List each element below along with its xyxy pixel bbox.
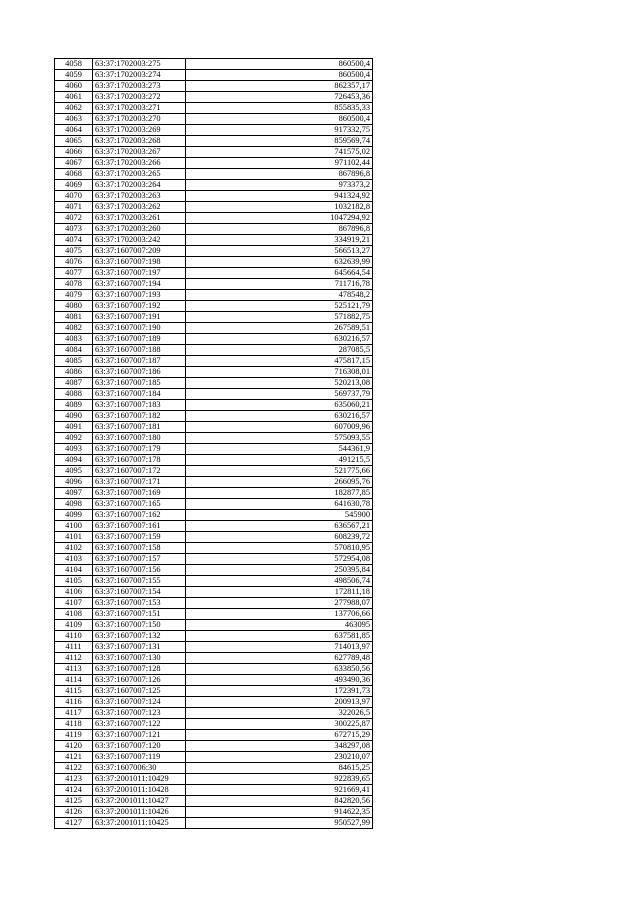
table-row	[55, 576, 373, 587]
row-number-cell: 4116	[55, 697, 93, 708]
row-number-cell: 4120	[55, 741, 93, 752]
table-row	[55, 554, 373, 565]
cadastral-number-cell: 63:37:1702003:270	[93, 114, 186, 125]
value-cell: 950527,99	[186, 818, 373, 829]
table-row	[55, 257, 373, 268]
cadastral-number-cell: 63:37:1607007:181	[93, 422, 186, 433]
cadastral-number-cell: 63:37:1607007:183	[93, 400, 186, 411]
table-row	[55, 136, 373, 147]
row-number-cell: 4090	[55, 411, 93, 422]
value-cell: 672715,29	[186, 730, 373, 741]
row-number-cell: 4063	[55, 114, 93, 125]
value-cell: 277988,07	[186, 598, 373, 609]
cadastral-number-cell: 63:37:1702003:273	[93, 81, 186, 92]
cadastral-number-cell: 63:37:1607007:184	[93, 389, 186, 400]
value-cell: 84615,25	[186, 763, 373, 774]
row-number-cell: 4069	[55, 180, 93, 191]
row-number-cell: 4075	[55, 246, 93, 257]
value-cell: 348297,08	[186, 741, 373, 752]
cadastral-number-cell: 63:37:1607007:193	[93, 290, 186, 301]
row-number-cell: 4099	[55, 510, 93, 521]
table-row	[55, 345, 373, 356]
row-number-cell: 4104	[55, 565, 93, 576]
cadastral-number-cell: 63:37:1702003:266	[93, 158, 186, 169]
cadastral-number-cell: 63:37:1607007:123	[93, 708, 186, 719]
table-row	[55, 378, 373, 389]
row-number-cell: 4092	[55, 433, 93, 444]
table-row	[55, 147, 373, 158]
table-row	[55, 81, 373, 92]
table-row	[55, 521, 373, 532]
value-cell: 287085,5	[186, 345, 373, 356]
table-row	[55, 807, 373, 818]
table-row	[55, 433, 373, 444]
table-row	[55, 103, 373, 114]
cadastral-number-cell: 63:37:1607007:161	[93, 521, 186, 532]
row-number-cell: 4060	[55, 81, 93, 92]
table-row	[55, 609, 373, 620]
cadastral-number-cell: 63:37:1607007:194	[93, 279, 186, 290]
row-number-cell: 4084	[55, 345, 93, 356]
row-number-cell: 4107	[55, 598, 93, 609]
row-number-cell: 4076	[55, 257, 93, 268]
cadastral-number-cell: 63:37:2001011:10429	[93, 774, 186, 785]
table-row	[55, 213, 373, 224]
table-row	[55, 389, 373, 400]
value-cell: 571882,75	[186, 312, 373, 323]
value-cell: 521775,66	[186, 466, 373, 477]
value-cell: 266095,76	[186, 477, 373, 488]
row-number-cell: 4087	[55, 378, 93, 389]
row-number-cell: 4113	[55, 664, 93, 675]
row-number-cell: 4067	[55, 158, 93, 169]
cadastral-number-cell: 63:37:1607007:209	[93, 246, 186, 257]
table-row	[55, 763, 373, 774]
table-row	[55, 664, 373, 675]
value-cell: 860500,4	[186, 114, 373, 125]
table-row	[55, 697, 373, 708]
value-cell: 630216,57	[186, 411, 373, 422]
value-cell: 867896,8	[186, 224, 373, 235]
value-cell: 520213,08	[186, 378, 373, 389]
cadastral-number-cell: 63:37:1702003:275	[93, 59, 186, 70]
value-cell: 917332,75	[186, 125, 373, 136]
row-number-cell: 4118	[55, 719, 93, 730]
value-cell: 525121,79	[186, 301, 373, 312]
cadastral-number-cell: 63:37:1607007:120	[93, 741, 186, 752]
value-cell: 859569,74	[186, 136, 373, 147]
value-cell: 632639,99	[186, 257, 373, 268]
value-cell: 463095	[186, 620, 373, 631]
row-number-cell: 4091	[55, 422, 93, 433]
value-cell: 726453,36	[186, 92, 373, 103]
row-number-cell: 4080	[55, 301, 93, 312]
table-row	[55, 92, 373, 103]
cadastral-number-cell: 63:37:1607007:155	[93, 576, 186, 587]
table-row	[55, 785, 373, 796]
cadastral-number-cell: 63:37:1607007:126	[93, 675, 186, 686]
value-cell: 1032182,8	[186, 202, 373, 213]
table-row	[55, 367, 373, 378]
table-row	[55, 642, 373, 653]
row-number-cell: 4086	[55, 367, 93, 378]
cadastral-number-cell: 63:37:1607007:151	[93, 609, 186, 620]
row-number-cell: 4077	[55, 268, 93, 279]
table-row	[55, 598, 373, 609]
row-number-cell: 4089	[55, 400, 93, 411]
value-cell: 627789,48	[186, 653, 373, 664]
table-row	[55, 411, 373, 422]
table-row	[55, 279, 373, 290]
table-row	[55, 466, 373, 477]
table-row	[55, 818, 373, 829]
row-number-cell: 4059	[55, 70, 93, 81]
value-cell: 572954,08	[186, 554, 373, 565]
cadastral-number-cell: 63:37:1607007:186	[93, 367, 186, 378]
row-number-cell: 4105	[55, 576, 93, 587]
value-cell: 860500,4	[186, 59, 373, 70]
value-cell: 575093,55	[186, 433, 373, 444]
cadastral-number-cell: 63:37:1607007:191	[93, 312, 186, 323]
cadastral-number-cell: 63:37:1607007:197	[93, 268, 186, 279]
value-cell: 741575,02	[186, 147, 373, 158]
value-cell: 570810,95	[186, 543, 373, 554]
cadastral-number-cell: 63:37:1607007:128	[93, 664, 186, 675]
row-number-cell: 4074	[55, 235, 93, 246]
row-number-cell: 4119	[55, 730, 93, 741]
table-row	[55, 268, 373, 279]
row-number-cell: 4068	[55, 169, 93, 180]
value-cell: 545900	[186, 510, 373, 521]
cadastral-number-cell: 63:37:1702003:242	[93, 235, 186, 246]
cadastral-number-cell: 63:37:1702003:269	[93, 125, 186, 136]
table-row	[55, 70, 373, 81]
row-number-cell: 4088	[55, 389, 93, 400]
row-number-cell: 4082	[55, 323, 93, 334]
cadastral-number-cell: 63:37:1607007:172	[93, 466, 186, 477]
table-row	[55, 631, 373, 642]
row-number-cell: 4125	[55, 796, 93, 807]
cadastral-number-cell: 63:37:1607007:178	[93, 455, 186, 466]
value-cell: 182877,85	[186, 488, 373, 499]
cadastral-number-cell: 63:37:1607007:180	[93, 433, 186, 444]
value-cell: 569737,79	[186, 389, 373, 400]
value-cell: 544361,9	[186, 444, 373, 455]
table-row	[55, 59, 373, 70]
table-row	[55, 587, 373, 598]
row-number-cell: 4085	[55, 356, 93, 367]
row-number-cell: 4078	[55, 279, 93, 290]
row-number-cell: 4070	[55, 191, 93, 202]
table-row	[55, 532, 373, 543]
row-number-cell: 4102	[55, 543, 93, 554]
table-row	[55, 180, 373, 191]
row-number-cell: 4083	[55, 334, 93, 345]
row-number-cell: 4111	[55, 642, 93, 653]
cadastral-number-cell: 63:37:1607007:185	[93, 378, 186, 389]
row-number-cell: 4058	[55, 59, 93, 70]
row-number-cell: 4108	[55, 609, 93, 620]
value-cell: 267589,51	[186, 323, 373, 334]
value-cell: 491215,5	[186, 455, 373, 466]
value-cell: 645664,54	[186, 268, 373, 279]
row-number-cell: 4065	[55, 136, 93, 147]
value-cell: 300225,87	[186, 719, 373, 730]
value-cell: 921669,41	[186, 785, 373, 796]
row-number-cell: 4071	[55, 202, 93, 213]
value-cell: 172811,18	[186, 587, 373, 598]
table-row	[55, 730, 373, 741]
table-row	[55, 169, 373, 180]
row-number-cell: 4094	[55, 455, 93, 466]
cadastral-number-cell: 63:37:1702003:267	[93, 147, 186, 158]
value-cell: 172391,73	[186, 686, 373, 697]
row-number-cell: 4127	[55, 818, 93, 829]
cadastral-number-cell: 63:37:1607007:192	[93, 301, 186, 312]
row-number-cell: 4072	[55, 213, 93, 224]
table-row	[55, 543, 373, 554]
table-row	[55, 565, 373, 576]
value-cell: 230210,07	[186, 752, 373, 763]
row-number-cell: 4114	[55, 675, 93, 686]
row-number-cell: 4103	[55, 554, 93, 565]
table-row	[55, 796, 373, 807]
table-row	[55, 158, 373, 169]
table-row	[55, 686, 373, 697]
row-number-cell: 4095	[55, 466, 93, 477]
cadastral-number-cell: 63:37:1607007:158	[93, 543, 186, 554]
table-row	[55, 312, 373, 323]
cadastral-number-cell: 63:37:1607007:169	[93, 488, 186, 499]
value-cell: 635060,21	[186, 400, 373, 411]
table-row	[55, 774, 373, 785]
row-number-cell: 4081	[55, 312, 93, 323]
table-row	[55, 477, 373, 488]
cadastral-number-cell: 63:37:1702003:272	[93, 92, 186, 103]
row-number-cell: 4124	[55, 785, 93, 796]
cadastral-number-cell: 63:37:1607007:190	[93, 323, 186, 334]
table-row	[55, 323, 373, 334]
value-cell: 322026,5	[186, 708, 373, 719]
table-row	[55, 246, 373, 257]
table-row	[55, 675, 373, 686]
table-body	[55, 59, 373, 829]
table-row	[55, 191, 373, 202]
table-row	[55, 455, 373, 466]
row-number-cell: 4117	[55, 708, 93, 719]
cadastral-number-cell: 63:37:1702003:268	[93, 136, 186, 147]
row-number-cell: 4098	[55, 499, 93, 510]
row-number-cell: 4079	[55, 290, 93, 301]
row-number-cell: 4112	[55, 653, 93, 664]
value-cell: 250395,84	[186, 565, 373, 576]
value-cell: 922839,65	[186, 774, 373, 785]
row-number-cell: 4106	[55, 587, 93, 598]
cadastral-number-cell: 63:37:1607007:171	[93, 477, 186, 488]
value-cell: 714013,97	[186, 642, 373, 653]
table-row	[55, 741, 373, 752]
row-number-cell: 4110	[55, 631, 93, 642]
value-cell: 842820,56	[186, 796, 373, 807]
table-row	[55, 400, 373, 411]
value-cell: 711716,78	[186, 279, 373, 290]
row-number-cell: 4064	[55, 125, 93, 136]
table-row	[55, 301, 373, 312]
row-number-cell: 4066	[55, 147, 93, 158]
row-number-cell: 4097	[55, 488, 93, 499]
value-cell: 493490,36	[186, 675, 373, 686]
cadastral-value-table	[54, 58, 373, 829]
cadastral-number-cell: 63:37:1607007:124	[93, 697, 186, 708]
value-cell: 1047294,92	[186, 213, 373, 224]
value-cell: 973373,2	[186, 180, 373, 191]
cadastral-number-cell: 63:37:1607007:189	[93, 334, 186, 345]
row-number-cell: 4096	[55, 477, 93, 488]
cadastral-number-cell: 63:37:1607007:150	[93, 620, 186, 631]
table-row	[55, 334, 373, 345]
row-number-cell: 4093	[55, 444, 93, 455]
value-cell: 971102,44	[186, 158, 373, 169]
row-number-cell: 4115	[55, 686, 93, 697]
cadastral-number-cell: 63:37:1607007:179	[93, 444, 186, 455]
value-cell: 914622,35	[186, 807, 373, 818]
cadastral-number-cell: 63:37:1607007:121	[93, 730, 186, 741]
value-cell: 200913,97	[186, 697, 373, 708]
cadastral-number-cell: 63:37:1607007:182	[93, 411, 186, 422]
cadastral-number-cell: 63:37:1702003:263	[93, 191, 186, 202]
row-number-cell: 4073	[55, 224, 93, 235]
row-number-cell: 4101	[55, 532, 93, 543]
cadastral-number-cell: 63:37:1607007:157	[93, 554, 186, 565]
value-cell: 862357,17	[186, 81, 373, 92]
cadastral-number-cell: 63:37:1607007:125	[93, 686, 186, 697]
value-cell: 941324,92	[186, 191, 373, 202]
value-cell: 137706,66	[186, 609, 373, 620]
value-cell: 867896,8	[186, 169, 373, 180]
cadastral-number-cell: 63:37:1607007:165	[93, 499, 186, 510]
cadastral-number-cell: 63:37:2001011:10426	[93, 807, 186, 818]
value-cell: 566513,27	[186, 246, 373, 257]
value-cell: 498506,74	[186, 576, 373, 587]
cadastral-number-cell: 63:37:1607007:162	[93, 510, 186, 521]
value-cell: 475817,15	[186, 356, 373, 367]
cadastral-number-cell: 63:37:1702003:260	[93, 224, 186, 235]
row-number-cell: 4061	[55, 92, 93, 103]
table-row	[55, 708, 373, 719]
row-number-cell: 4122	[55, 763, 93, 774]
row-number-cell: 4062	[55, 103, 93, 114]
cadastral-number-cell: 63:37:1607007:198	[93, 257, 186, 268]
cadastral-number-cell: 63:37:2001011:10427	[93, 796, 186, 807]
table-row	[55, 752, 373, 763]
value-cell: 478548,2	[186, 290, 373, 301]
row-number-cell: 4126	[55, 807, 93, 818]
table-row	[55, 499, 373, 510]
value-cell: 860500,4	[186, 70, 373, 81]
table-row	[55, 235, 373, 246]
table-row	[55, 114, 373, 125]
cadastral-number-cell: 63:37:1607007:156	[93, 565, 186, 576]
value-cell: 630216,57	[186, 334, 373, 345]
value-cell: 636567,21	[186, 521, 373, 532]
cadastral-number-cell: 63:37:2001011:10428	[93, 785, 186, 796]
cadastral-number-cell: 63:37:1702003:261	[93, 213, 186, 224]
cadastral-number-cell: 63:37:1702003:262	[93, 202, 186, 213]
table-row	[55, 444, 373, 455]
value-cell: 633850,56	[186, 664, 373, 675]
table-row	[55, 510, 373, 521]
cadastral-number-cell: 63:37:1702003:265	[93, 169, 186, 180]
cadastral-number-cell: 63:37:1607007:122	[93, 719, 186, 730]
value-cell: 637581,85	[186, 631, 373, 642]
cadastral-number-cell: 63:37:1607007:119	[93, 752, 186, 763]
table-row	[55, 125, 373, 136]
cadastral-number-cell: 63:37:1607006:30	[93, 763, 186, 774]
cadastral-number-cell: 63:37:1607007:131	[93, 642, 186, 653]
cadastral-number-cell: 63:37:2001011:10425	[93, 818, 186, 829]
table-row	[55, 202, 373, 213]
table-row	[55, 488, 373, 499]
table-row	[55, 719, 373, 730]
value-cell: 334919,21	[186, 235, 373, 246]
table-row	[55, 356, 373, 367]
table-row	[55, 290, 373, 301]
value-cell: 716308,01	[186, 367, 373, 378]
cadastral-number-cell: 63:37:1607007:153	[93, 598, 186, 609]
value-cell: 641630,78	[186, 499, 373, 510]
cadastral-number-cell: 63:37:1702003:274	[93, 70, 186, 81]
table-row	[55, 620, 373, 631]
cadastral-number-cell: 63:37:1607007:130	[93, 653, 186, 664]
cadastral-number-cell: 63:37:1607007:188	[93, 345, 186, 356]
table-row	[55, 224, 373, 235]
cadastral-number-cell: 63:37:1607007:132	[93, 631, 186, 642]
value-cell: 855835,33	[186, 103, 373, 114]
row-number-cell: 4123	[55, 774, 93, 785]
row-number-cell: 4109	[55, 620, 93, 631]
cadastral-number-cell: 63:37:1607007:154	[93, 587, 186, 598]
cadastral-number-cell: 63:37:1607007:187	[93, 356, 186, 367]
row-number-cell: 4100	[55, 521, 93, 532]
cadastral-number-cell: 63:37:1702003:264	[93, 180, 186, 191]
table-row	[55, 422, 373, 433]
cadastral-number-cell: 63:37:1607007:159	[93, 532, 186, 543]
value-cell: 607009,96	[186, 422, 373, 433]
value-cell: 608239,72	[186, 532, 373, 543]
row-number-cell: 4121	[55, 752, 93, 763]
cadastral-number-cell: 63:37:1702003:271	[93, 103, 186, 114]
table-row	[55, 653, 373, 664]
